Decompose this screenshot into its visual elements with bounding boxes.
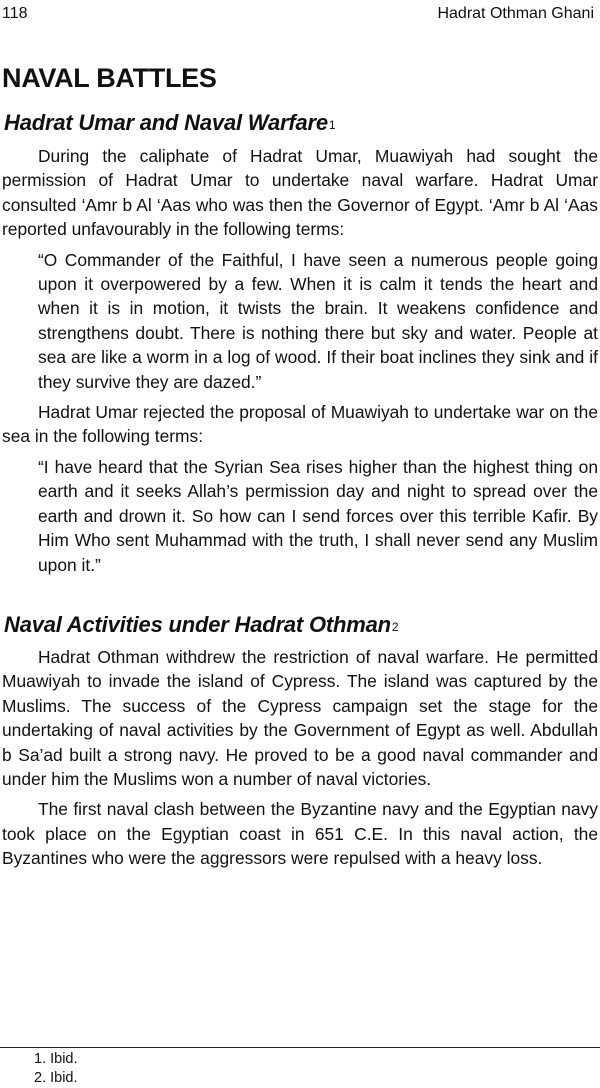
page-number: 118: [2, 5, 28, 22]
footnote-ref: 1: [328, 118, 336, 132]
running-title: Hadrat Othman Ghani: [437, 5, 594, 22]
section-title-othman: [4, 612, 398, 638]
section-body-othman: [2, 645, 598, 877]
section-title-text: Naval Activities under Hadrat Othman: [4, 612, 391, 637]
quote-paragraph: “O Commander of the Faithful, I have seen a numerous people going upon it overpowered by a few. When it is calm it tends the heart and when it is in motion, it twists the brain. It weakens confidence and strengthens doubt. There is nothing there but sky and water. People at sea are like a worm in a log of wood. If their boat inclines they sink and if they survive they are dazed.”: [38, 249, 598, 392]
footnote-divider: [0, 1047, 600, 1048]
paragraph: Hadrat Othman withdrew the restriction of naval warfare. He permitted Muawiyah to invade the island of Cypress. The island was captured by the Muslims. The success of the Cypress campaign set the stage for the undertaking of naval activities by the Government of Egypt as well. Abdullah b Sa’ad built a strong navy. He proved to be a good naval commander and under him the Muslims won a number of naval victories.: [2, 647, 598, 790]
footnotes: [34, 1050, 78, 1087]
running-head: [2, 4, 594, 24]
footnote-ref: 2: [391, 620, 399, 634]
section-title-text: Hadrat Umar and Naval Warfare: [4, 110, 328, 135]
quote-paragraph: “I have heard that the Syrian Sea rises higher than the highest thing on earth and it seeks Allah’s permission day and night to spread over the earth and drown it. So how can I send forces over this terrible Kafir. By Him Who sent Muhammad with the truth, I shall never send any Muslim upon it.”: [38, 456, 598, 575]
paragraph: The first naval clash between the Byzantine navy and the Egyptian navy took place on the Egyptian coast in 651 C.E. In this naval action, the Byzantines who were the aggressors were repulsed with a heavy loss.: [2, 799, 598, 869]
footnote: 1. Ibid.: [34, 1051, 78, 1067]
section-title-umar: [4, 110, 335, 136]
section-body-umar: [2, 144, 598, 583]
paragraph: Hadrat Umar rejected the proposal of Muawiyah to undertake war on the sea in the following terms:: [2, 402, 598, 447]
paragraph: During the caliphate of Hadrat Umar, Muawiyah had sought the permission of Hadrat Umar to undertake naval warfare. Hadrat Umar consulted ‘Amr b Al ‘Aas who was then the Governor of Egypt. ‘Amr b Al ‘Aas reported unfavourably in the following terms:: [2, 146, 598, 240]
chapter-title: NAVAL BATTLES: [2, 63, 217, 93]
footnote: 2. Ibid.: [34, 1069, 78, 1086]
